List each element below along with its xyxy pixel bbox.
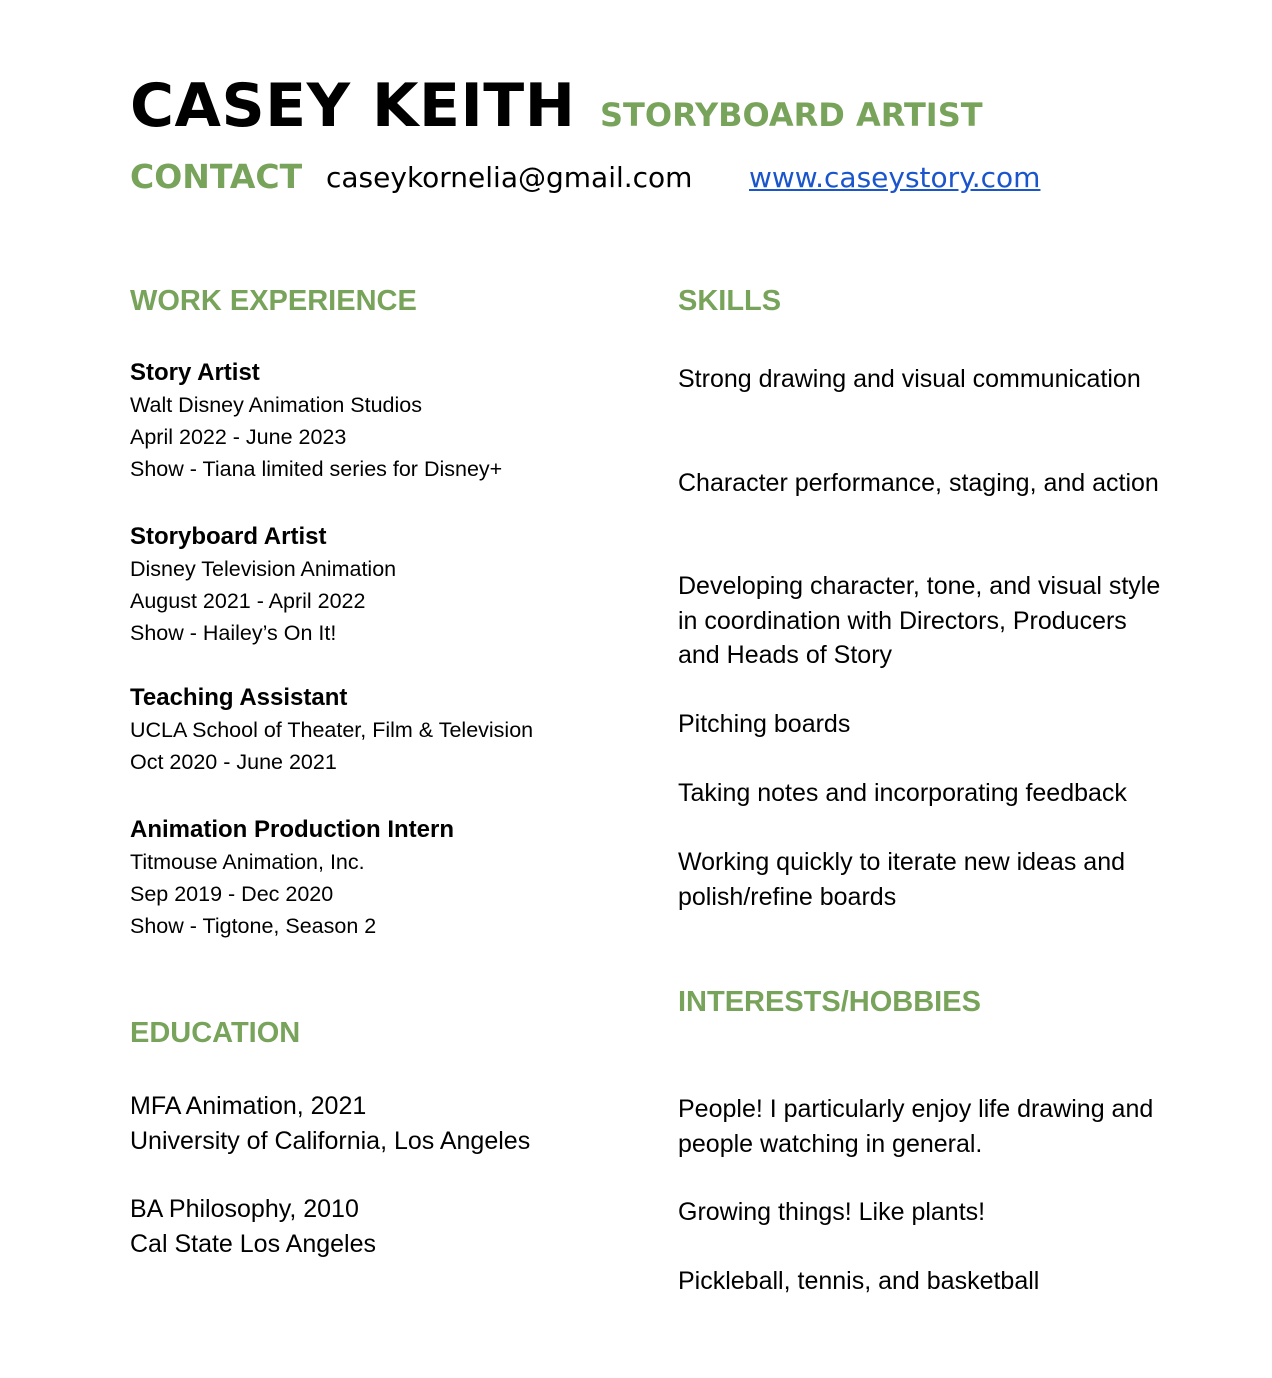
job-company: UCLA School of Theater, Film & Television xyxy=(130,718,534,742)
job-entry xyxy=(130,357,630,485)
education-school: Cal State Los Angeles xyxy=(130,1230,376,1258)
skill-item: Working quickly to iterate new ideas and polish/refine boards xyxy=(678,848,1125,911)
job-company: Disney Television Animation xyxy=(130,557,397,581)
education-entry xyxy=(130,1089,650,1159)
skills-heading: SKILLS xyxy=(678,285,782,317)
education-school: University of California, Los Angeles xyxy=(130,1127,531,1155)
job-dates: August 2021 - April 2022 xyxy=(130,589,366,613)
skill-item: Strong drawing and visual communication xyxy=(678,365,1141,393)
job-title: Story Artist xyxy=(130,359,260,386)
job-entry xyxy=(130,521,630,649)
contact-email: caseykornelia@gmail.com xyxy=(326,161,693,194)
job-title: Animation Production Intern xyxy=(130,816,454,843)
education-heading: EDUCATION xyxy=(130,1017,301,1049)
job-dates: April 2022 - June 2023 xyxy=(130,425,347,449)
work-experience-heading: WORK EXPERIENCE xyxy=(130,285,417,317)
job-show: Show - Hailey’s On It! xyxy=(130,621,337,645)
job-company: Walt Disney Animation Studios xyxy=(130,393,422,417)
resume-role: STORYBOARD ARTIST xyxy=(600,96,983,134)
skill-item: Developing character, tone, and visual style in coordination with Directors, Producers and Heads of Story xyxy=(678,572,1161,669)
skill-item: Taking notes and incorporating feedback xyxy=(678,779,1127,807)
job-dates: Oct 2020 - June 2021 xyxy=(130,750,337,774)
job-dates: Sep 2019 - Dec 2020 xyxy=(130,882,334,906)
contact-label: CONTACT xyxy=(130,157,303,196)
job-title: Teaching Assistant xyxy=(130,684,348,711)
job-show: Show - Tigtone, Season 2 xyxy=(130,914,377,938)
job-entry xyxy=(130,814,630,942)
interest-item: Growing things! Like plants! xyxy=(678,1198,986,1226)
job-show: Show - Tiana limited series for Disney+ xyxy=(130,457,503,481)
education-degree: BA Philosophy, 2010 xyxy=(130,1195,359,1223)
skill-item: Character performance, staging, and action xyxy=(678,469,1159,497)
education-entry xyxy=(130,1192,650,1262)
interest-item: People! I particularly enjoy life drawing and people watching in general. xyxy=(678,1095,1154,1158)
resume-name: CASEY KEITH xyxy=(130,71,576,141)
website-link[interactable]: www.caseystory.com xyxy=(749,161,1041,194)
skill-item: Pitching boards xyxy=(678,710,851,738)
job-title: Storyboard Artist xyxy=(130,523,327,550)
interest-item: Pickleball, tennis, and basketball xyxy=(678,1267,1040,1295)
interests-heading: INTERESTS/HOBBIES xyxy=(678,986,981,1018)
job-entry xyxy=(130,682,630,778)
education-degree: MFA Animation, 2021 xyxy=(130,1092,367,1120)
job-company: Titmouse Animation, Inc. xyxy=(130,850,365,874)
